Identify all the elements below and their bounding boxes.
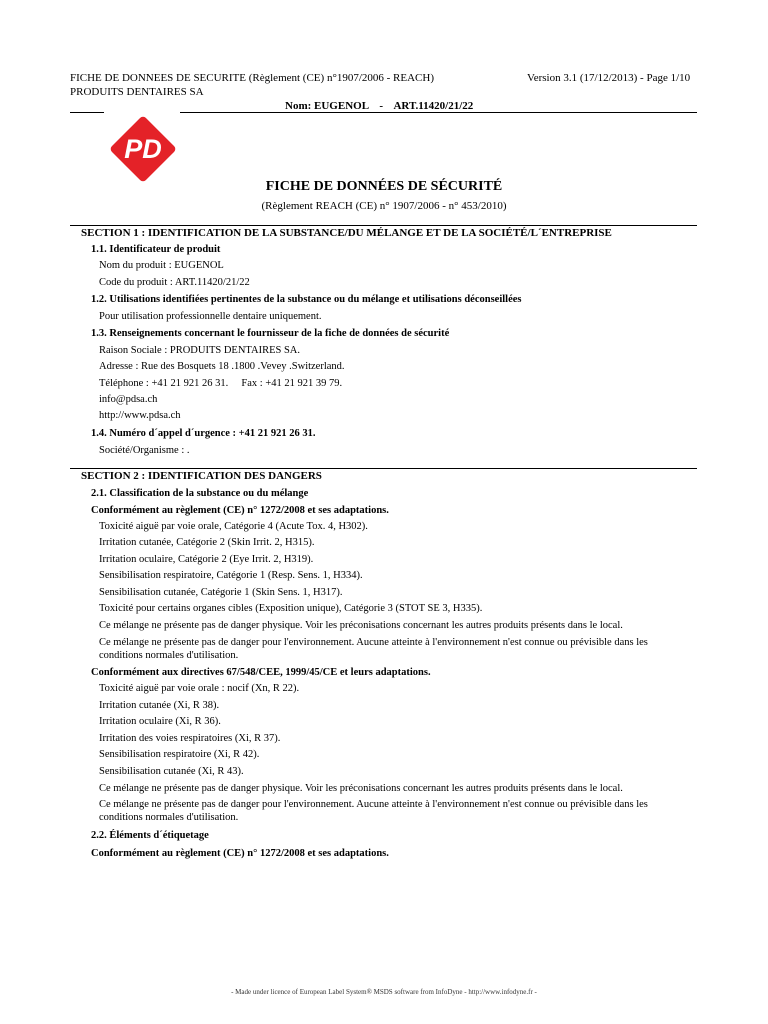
directive-item: Sensibilisation cutanée (Xi, R 43). <box>99 766 244 777</box>
directive-note-physical: Ce mélange ne présente pas de danger physique. Voir les préconisations concernant les autres produits présents dans le local. <box>99 783 623 794</box>
ce-item: Irritation cutanée, Catégorie 2 (Skin Irrit. 2, H315). <box>99 537 315 548</box>
section1-rule <box>70 225 697 226</box>
logo-text: PD <box>124 134 162 164</box>
ce-item: Irritation oculaire, Catégorie 2 (Eye Irrit. 2, H319). <box>99 554 314 565</box>
page-title: FICHE DE DONNÉES DE SÉCURITÉ <box>265 179 503 194</box>
directive-note-environment-cont: conditions normales d'utilisation. <box>99 812 239 823</box>
pd-logo <box>106 112 180 186</box>
directive-heading: Conformément aux directives 67/548/CEE, 1999/45/CE et leurs adaptations. <box>91 667 431 678</box>
phone-fax: Téléphone : +41 21 921 26 31. Fax : +41 21 921 39 79. <box>99 378 343 389</box>
header-rule-right <box>180 112 697 113</box>
s22-ce-heading: Conformément au règlement (CE) n° 1272/2008 et ses adaptations. <box>91 848 389 859</box>
header-version: Version 3.1 (17/12/2013) - Page 1/10 <box>527 72 691 84</box>
header-rule-left <box>70 112 104 113</box>
s22-heading: 2.2. Éléments d´étiquetage <box>91 830 209 841</box>
header-product-name: Nom: EUGENOL - ART.11420/21/22 <box>285 100 474 112</box>
s11-heading: 1.1. Identificateur de produit <box>91 244 221 255</box>
section2-title: SECTION 2 : IDENTIFICATION DES DANGERS <box>81 470 322 482</box>
header-company: PRODUITS DENTAIRES SA <box>70 86 204 98</box>
s14-heading: 1.4. Numéro d´appel d´urgence : +41 21 921 26 31. <box>91 428 316 439</box>
societe-organisme: Société/Organisme : . <box>99 445 190 456</box>
directive-item: Sensibilisation respiratoire (Xi, R 42). <box>99 749 260 760</box>
directive-item: Irritation cutanée (Xi, R 38). <box>99 700 220 711</box>
email-link[interactable]: info@pdsa.ch <box>99 394 158 405</box>
directive-item: Irritation oculaire (Xi, R 36). <box>99 716 221 727</box>
ce-item: Toxicité pour certains organes cibles (Exposition unique), Catégorie 3 (STOT SE 3, H335). <box>99 603 483 614</box>
ce-note-physical: Ce mélange ne présente pas de danger physique. Voir les préconisations concernant les autres produits présents dans le local. <box>99 620 623 631</box>
ce-note-environment-cont: conditions normales d'utilisation. <box>99 650 239 661</box>
website-link[interactable]: http://www.pdsa.ch <box>99 410 181 421</box>
usage-text: Pour utilisation professionnelle dentaire uniquement. <box>99 311 322 322</box>
ce-item: Sensibilisation respiratoire, Catégorie 1 (Resp. Sens. 1, H334). <box>99 570 363 581</box>
directive-item: Irritation des voies respiratoires (Xi, R 37). <box>99 733 281 744</box>
ce-item: Sensibilisation cutanée, Catégorie 1 (Skin Sens. 1, H317). <box>99 587 343 598</box>
s21-heading: 2.1. Classification de la substance ou du mélange <box>91 488 309 499</box>
directive-note-environment: Ce mélange ne présente pas de danger pour l'environnement. Aucune atteinte à l'environnement n'est connue ou prévisible dans les <box>99 799 648 810</box>
raison-sociale: Raison Sociale : PRODUITS DENTAIRES SA. <box>99 345 300 356</box>
ce-note-environment: Ce mélange ne présente pas de danger pour l'environnement. Aucune atteinte à l'environnement n'est connue ou prévisible dans les <box>99 637 648 648</box>
section2-rule <box>70 468 697 469</box>
section1-title: SECTION 1 : IDENTIFICATION DE LA SUBSTANCE/DU MÉLANGE ET DE LA SOCIÉTÉ/L´ENTREPRISE <box>81 227 612 239</box>
product-name: Nom du produit : EUGENOL <box>99 260 224 271</box>
s12-heading: 1.2. Utilisations identifiées pertinentes de la substance ou du mélange et utilisations déconseillées <box>91 294 522 305</box>
page-footer: - Made under licence of European Label System® MSDS software from InfoDyne - http://www.infodyne.fr - <box>231 988 537 996</box>
ce-regulation-heading: Conformément au règlement (CE) n° 1272/2008 et ses adaptations. <box>91 505 389 516</box>
product-code: Code du produit : ART.11420/21/22 <box>99 277 250 288</box>
ce-item: Toxicité aiguë par voie orale, Catégorie 4 (Acute Tox. 4, H302). <box>99 521 368 532</box>
s13-heading: 1.3. Renseignements concernant le fournisseur de la fiche de données de sécurité <box>91 328 450 339</box>
header-left-line1: FICHE DE DONNEES DE SECURITE (Règlement (CE) n°1907/2006 - REACH) <box>70 72 435 84</box>
address: Adresse : Rue des Bosquets 18 .1800 .Vevey .Switzerland. <box>99 361 345 372</box>
directive-item: Toxicité aiguë par voie orale : nocif (Xn, R 22). <box>99 683 300 694</box>
page-subtitle: (Règlement REACH (CE) n° 1907/2006 - n° 453/2010) <box>261 200 507 212</box>
